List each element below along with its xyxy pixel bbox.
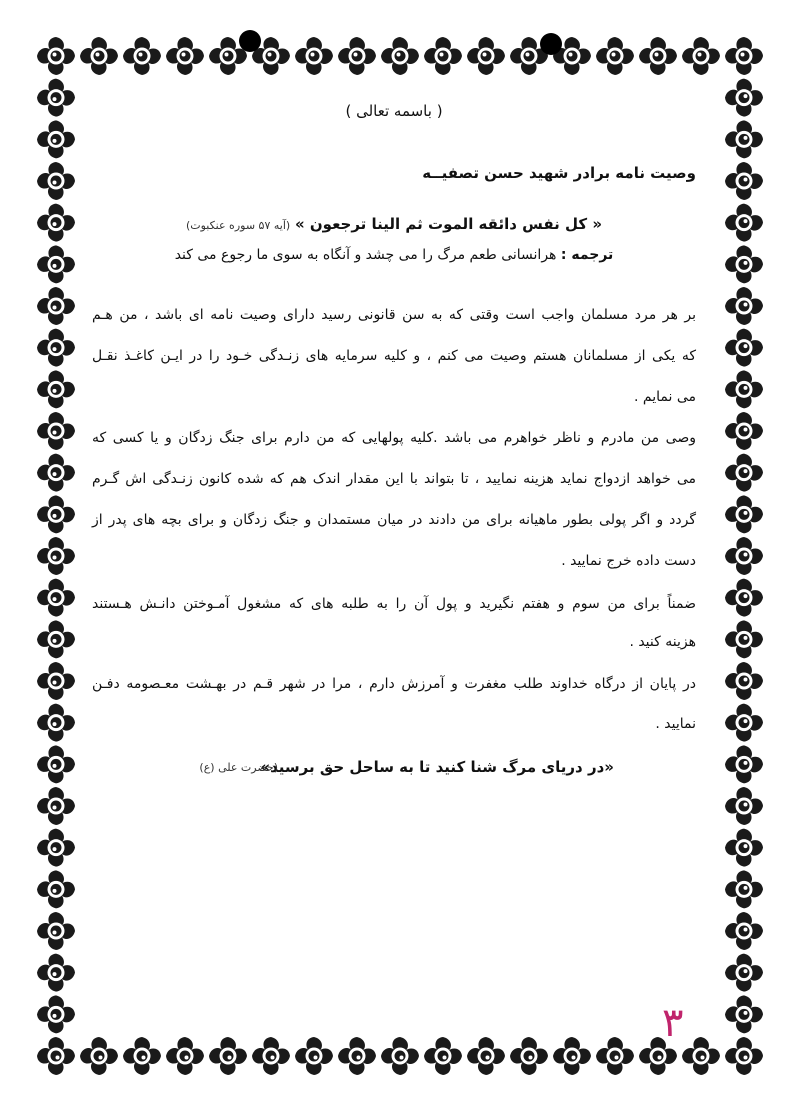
flower-ornament bbox=[209, 1037, 247, 1075]
flower-ornament bbox=[725, 204, 763, 242]
paragraph-2-line-3: گردد و اگر پولی بطور ماهیانه برای من دادند در میان مستمدان و جنگ زدگان و برای بچه های پدر از bbox=[92, 512, 696, 528]
binder-hole-right bbox=[540, 33, 562, 55]
flower-ornament bbox=[295, 1037, 333, 1075]
flower-ornament bbox=[37, 37, 75, 75]
flower-ornament bbox=[725, 620, 763, 658]
flower-ornament bbox=[725, 287, 763, 325]
paragraph-1-line-1: بر هر مرد مسلمان واجب است وقتی که به سن قانونی رسید دارای وصیت نامه ای باشد ، من هـم bbox=[92, 307, 696, 323]
flower-ornament bbox=[424, 1037, 462, 1075]
flower-ornament bbox=[725, 912, 763, 950]
flower-ornament bbox=[37, 870, 75, 908]
flower-ornament bbox=[37, 370, 75, 408]
flower-ornament bbox=[725, 787, 763, 825]
binder-hole-left bbox=[239, 30, 261, 52]
flower-ornament bbox=[725, 745, 763, 783]
flower-ornament bbox=[295, 37, 333, 75]
flower-ornament bbox=[37, 412, 75, 450]
verse-text: « کل نفس دائقه الموت ثم الینا ترجعون » bbox=[294, 215, 603, 233]
flower-ornament bbox=[725, 412, 763, 450]
verse-reference: (آیه ۵۷ سوره عنکبوت) bbox=[185, 219, 291, 232]
flower-ornament bbox=[37, 204, 75, 242]
quran-verse bbox=[92, 215, 696, 233]
flower-ornament bbox=[37, 579, 75, 617]
flower-ornament bbox=[725, 995, 763, 1033]
flower-ornament bbox=[37, 954, 75, 992]
invocation-heading: ( باسمه تعالی ) bbox=[345, 102, 443, 120]
flower-ornament bbox=[510, 1037, 548, 1075]
closing-quote: «در دریای مرگ شنا کنید تا به ساحل حق برسید» bbox=[260, 758, 614, 776]
translation-text: هرانسانی طعم مرگ را می چشد و آنگاه به سوی ما رجوع می کند bbox=[174, 247, 557, 263]
flower-ornament bbox=[725, 662, 763, 700]
paragraph-2-line-2: می خواهد ازدواج نماید هزینه نمایید ، تا بتواند با این مقدار اندک هم که شده کانون زنـدگی اش گـرم bbox=[92, 471, 696, 487]
paragraph-3-line-1: ضمناً برای من سوم و هفتم نگیرید و پول آن را به طلبه های که مشغول آمـوختن دانـش هـستند bbox=[92, 596, 696, 612]
flower-ornament bbox=[37, 995, 75, 1033]
flower-ornament bbox=[725, 495, 763, 533]
flower-ornament bbox=[725, 79, 763, 117]
paragraph-4-line-2: نمایید . bbox=[655, 716, 696, 732]
paragraph-2-line-1: وصی من مادرم و ناظر خواهرم می باشد .کلیه پولهایی که من دارم برای جنگ زدگان و یا کسی که bbox=[92, 430, 696, 446]
flower-ornament bbox=[37, 704, 75, 742]
flower-ornament bbox=[725, 120, 763, 158]
flower-ornament bbox=[725, 245, 763, 283]
flower-ornament bbox=[123, 37, 161, 75]
flower-ornament bbox=[682, 1037, 720, 1075]
flower-ornament bbox=[37, 620, 75, 658]
quote-source: (حضرت علی (ع) bbox=[199, 761, 278, 774]
verse-translation bbox=[92, 247, 696, 263]
flower-ornament bbox=[37, 495, 75, 533]
flower-ornament bbox=[725, 829, 763, 867]
flower-ornament bbox=[725, 37, 763, 75]
flower-ornament bbox=[80, 37, 118, 75]
flower-ornament bbox=[725, 704, 763, 742]
flower-ornament bbox=[424, 37, 462, 75]
flower-ornament bbox=[166, 37, 204, 75]
flower-ornament bbox=[80, 1037, 118, 1075]
flower-ornament bbox=[596, 37, 634, 75]
flower-ornament bbox=[37, 329, 75, 367]
flower-ornament bbox=[37, 120, 75, 158]
flower-ornament bbox=[725, 1037, 763, 1075]
flower-ornament bbox=[725, 537, 763, 575]
flower-ornament bbox=[252, 1037, 290, 1075]
flower-ornament bbox=[37, 829, 75, 867]
flower-ornament bbox=[37, 287, 75, 325]
flower-ornament bbox=[37, 162, 75, 200]
flower-ornament bbox=[725, 329, 763, 367]
paragraph-3-line-2: هزینه کنید . bbox=[629, 634, 696, 650]
paragraph-1-line-2: که یکی از مسلمانان هستم وصیت می کنم ، و کلیه سرمایه های زنـدگی خـود را در ایـن کاغـذ نقـل bbox=[92, 348, 696, 364]
flower-ornament bbox=[381, 1037, 419, 1075]
flower-ornament bbox=[639, 37, 677, 75]
flower-ornament bbox=[166, 1037, 204, 1075]
flower-ornament bbox=[725, 579, 763, 617]
flower-ornament bbox=[37, 662, 75, 700]
flower-ornament bbox=[725, 454, 763, 492]
page-number: ۳ bbox=[662, 1000, 684, 1046]
paragraph-4-line-1: در پایان از درگاه خداوند طلب مغفرت و آمرزش دارم ، مرا در شهر قـم در بهـشت معـصومه دفـن bbox=[92, 676, 696, 692]
flower-ornament bbox=[37, 745, 75, 783]
flower-ornament bbox=[37, 912, 75, 950]
will-text-body bbox=[92, 92, 696, 992]
flower-ornament bbox=[725, 370, 763, 408]
document-title: وصیت نامه برادر شهید حسن تصفیــه bbox=[422, 164, 696, 182]
paragraph-1-line-3: می نمایم . bbox=[634, 389, 696, 405]
flower-ornament bbox=[553, 1037, 591, 1075]
flower-ornament bbox=[338, 37, 376, 75]
flower-ornament bbox=[596, 1037, 634, 1075]
flower-ornament bbox=[37, 454, 75, 492]
flower-ornament bbox=[123, 1037, 161, 1075]
flower-ornament bbox=[37, 537, 75, 575]
flower-ornament bbox=[381, 37, 419, 75]
flower-ornament bbox=[37, 79, 75, 117]
flower-ornament bbox=[725, 870, 763, 908]
flower-ornament bbox=[725, 954, 763, 992]
flower-ornament bbox=[37, 1037, 75, 1075]
flower-ornament bbox=[467, 1037, 505, 1075]
flower-ornament bbox=[37, 245, 75, 283]
paragraph-2-line-4: دست داده خرج نمایید . bbox=[561, 553, 696, 569]
flower-ornament bbox=[725, 162, 763, 200]
flower-ornament bbox=[682, 37, 720, 75]
flower-ornament bbox=[37, 787, 75, 825]
flower-ornament bbox=[467, 37, 505, 75]
flower-ornament bbox=[338, 1037, 376, 1075]
translation-label: ترجمه : bbox=[560, 247, 614, 263]
